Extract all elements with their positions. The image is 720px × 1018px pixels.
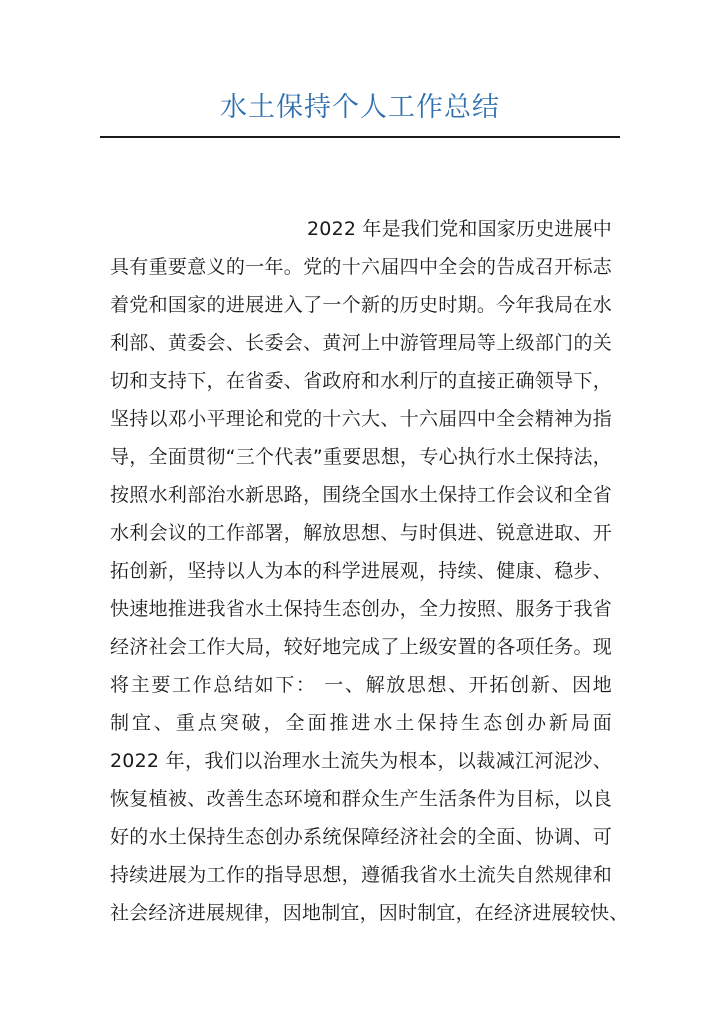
document-body (110, 210, 629, 932)
paragraph-line: 利部、黄委会、长委会、黄河上中游管理局等上级部门的关 (110, 332, 612, 354)
paragraph-line: 好的水土保持生态创办系统保障经济社会的全面、协调、可 (110, 826, 612, 848)
paragraph-line: 水利会议的工作部署，解放思想、与时俱进、锐意进取、开 (110, 522, 612, 544)
paragraph-line: 经济社会工作大局，较好地完成了上级安置的各项任务。现 (110, 636, 612, 658)
paragraph-line: 具有重要意义的一年。党的十六届四中全会的告成召开标志 (110, 256, 612, 278)
document-title: 水土保持个人工作总结 (220, 92, 500, 123)
paragraph-line: 社会经济进展规律，因地制宜，因时制宜，在经济进展较快、 (110, 902, 629, 924)
paragraph-line: 切和支持下，在省委、省政府和水利厅的直接正确领导下， (110, 370, 612, 392)
paragraph-line: 拓创新，坚持以人为本的科学进展观，持续、健康、稳步、 (110, 560, 612, 582)
paragraph-line: 快速地推进我省水土保持生态创办，全力按照、服务于我省 (110, 598, 612, 620)
paragraph-line: 导，全面贯彻“三个代表”重要思想，专心执行水土保持法， (110, 446, 612, 468)
title-divider (100, 136, 620, 138)
paragraph-line: 坚持以邓小平理论和党的十六大、十六届四中全会精神为指 (110, 408, 612, 430)
paragraph-line: 持续进展为工作的指导思想，遵循我省水土流失自然规律和 (110, 864, 612, 886)
paragraph-line: 2022 年，我们以治理水土流失为根本，以裁减江河泥沙、 (110, 750, 612, 772)
paragraph-line: 制宜、重点突破，全面推进水土保持生态创办新局面 (110, 712, 612, 734)
paragraph-line: 将主要工作总结如下： 一、解放思想、开拓创新、因地 (110, 674, 612, 696)
paragraph-line: 恢复植被、改善生态环境和群众生产生活条件为目标，以良 (110, 788, 612, 810)
paragraph-line: 着党和国家的进展进入了一个新的历史时期。今年我局在水 (110, 294, 612, 316)
paragraph-line: 2022 年是我们党和国家历史进展中 (307, 218, 612, 240)
paragraph-line: 按照水利部治水新思路，围绕全国水土保持工作会议和全省 (110, 484, 612, 506)
